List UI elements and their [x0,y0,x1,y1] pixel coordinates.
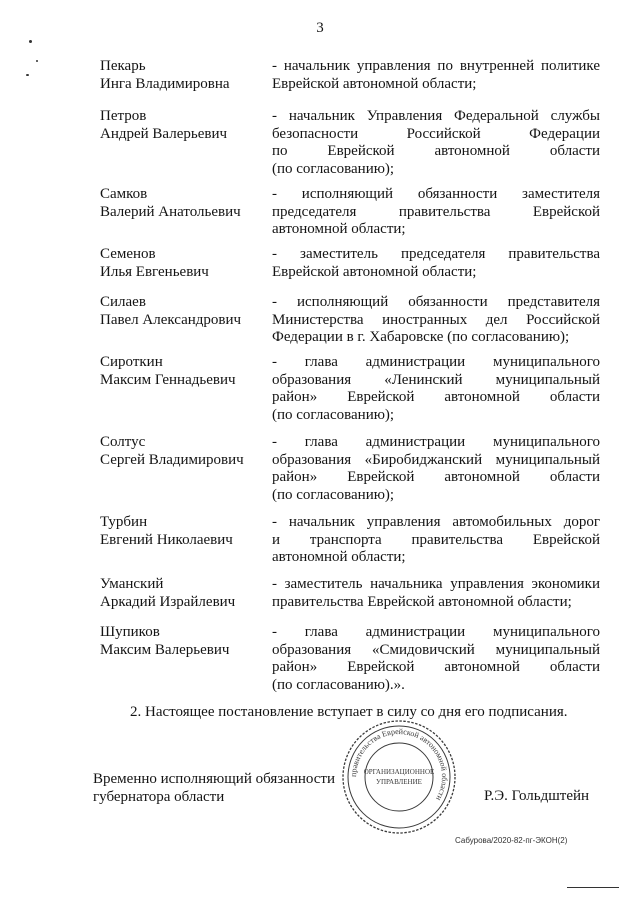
paragraph-2: 2. Настоящее постановление вступает в силу со дня его подписания. [130,704,568,720]
svg-text:правительства Еврейской автоно [349,727,449,803]
member-name: Турбин Евгений Николаевич [100,514,233,548]
member-position: - исполняющий обязанности представителя Министерства иностранных дел Российской Федерации в г. Хабаровске (по согласованию); [272,294,600,345]
member-entry [100,108,600,178]
member-name: Шупиков Максим Валерьевич [100,624,230,658]
scan-speck [29,40,32,43]
member-name: Силаев Павел Александрович [100,294,242,328]
scan-speck [36,60,38,62]
member-position: - заместитель председателя правительства Еврейской автономной области; [272,246,600,280]
member-position: - начальник управления по внутренней политике Еврейской автономной области; [272,58,600,92]
member-position: - заместитель начальника управления экономики правительства Еврейской автономной области; [272,576,600,610]
stamp-center-line: ОРГАНИЗАЦИОННОЕ [363,768,435,776]
footer-rule [567,887,619,888]
member-entry [100,576,600,611]
stamp-center-line: УПРАВЛЕНИЕ [376,778,422,786]
member-entry [100,354,600,424]
member-position: - глава администрации муниципального образования «Смидовичский муниципальный район» Еврейской автономной области (по согласованию).». [272,624,600,693]
signatory-name: Р.Э. Гольдштейн [484,788,590,804]
member-entry [100,624,600,694]
member-entry [100,514,600,567]
member-position: - глава администрации муниципального образования «Ленинский муниципальный район» Еврейской автономной области (по согласованию); [272,354,600,423]
member-name: Семенов Илья Евгеньевич [100,246,209,280]
signatory-title: Временно исполняющий обязанности губернатора области [93,771,336,805]
member-name: Самков Валерий Анатольевич [100,186,241,220]
member-name: Петров Андрей Валерьевич [100,108,228,142]
member-position: - начальник Управления Федеральной службы безопасности Российской Федерации по Еврейской автономной области (по согласованию); [272,108,600,177]
member-entry [100,58,600,93]
stamp-ring-text: правительства Еврейской автономной области [348,726,450,803]
member-name: Уманский Аркадий Израйлевич [100,576,236,610]
official-stamp-seal [340,718,458,836]
member-entry [100,246,600,281]
member-name: Солтус Сергей Владимирович [100,434,244,468]
reference-code: Сабурова/2020-82-пг-ЭКОН(2) [455,836,568,845]
member-position: - глава администрации муниципального образования «Биробиджанский муниципальный район» Еврейской автономной области (по согласованию); [272,434,600,503]
member-name: Сироткин Максим Геннадьевич [100,354,236,388]
member-name: Пекарь Инга Владимировна [100,58,230,92]
member-position: - начальник управления автомобильных дорог и транспорта правительства Еврейской автономной области; [272,514,600,565]
member-entry [100,434,600,504]
member-entry [100,294,600,347]
scan-speck [26,74,29,76]
member-position: - исполняющий обязанности заместителя председателя правительства Еврейской автономной области; [272,186,600,237]
page-number: 3 [316,20,324,36]
member-entry [100,186,600,239]
